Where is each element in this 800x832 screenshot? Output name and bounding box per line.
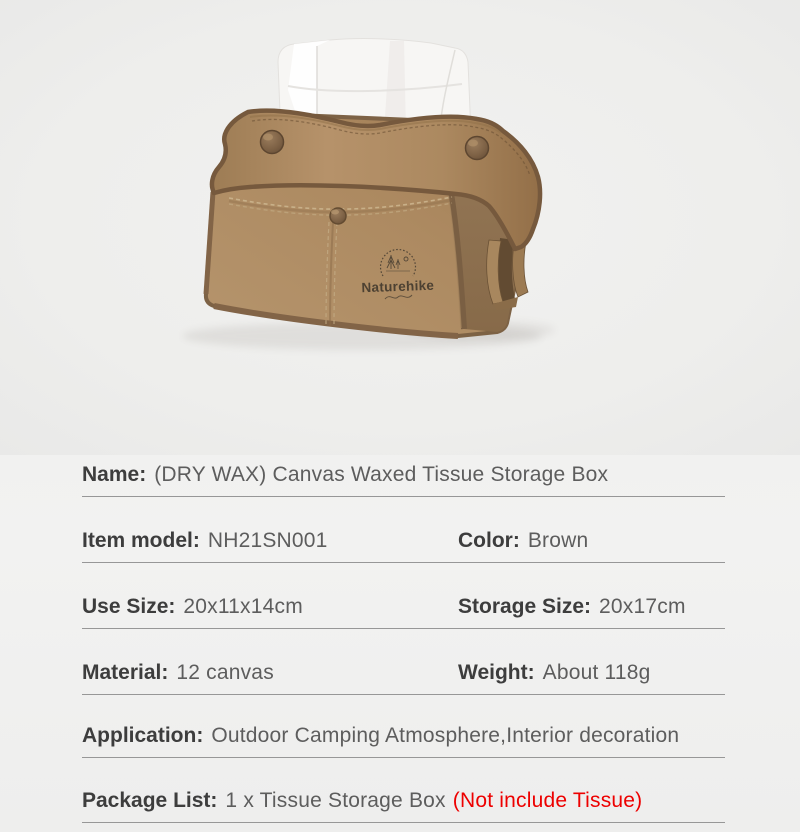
snap-button-center [330,208,346,224]
spec-table [0,455,800,823]
spec-cell [458,595,686,619]
snap-button-left [261,131,284,154]
spec-label: Name: [82,463,147,486]
spec-row-size [82,563,725,629]
spec-label: Storage Size: [458,595,592,618]
spec-value: NH21SN001 [207,529,328,552]
spec-value: 1 x Tissue Storage Box [225,789,446,812]
spec-value: About 118g [542,661,651,684]
spec-cell [82,661,458,685]
spec-value-highlight: (Not include Tissue) [452,789,643,812]
spec-label: Package List: [82,789,218,812]
spec-cell [458,661,650,685]
spec-row-material-weight [82,629,725,695]
spec-cell [458,529,588,553]
spec-value: Outdoor Camping Atmosphere,Interior decoration [211,724,680,747]
spec-cell [82,789,642,813]
spec-value: 20x11x14cm [183,595,303,618]
spec-row-name [82,455,725,497]
spec-value: 20x17cm [599,595,686,618]
spec-label: Color: [458,529,520,552]
spec-cell [82,724,679,748]
spec-label: Weight: [458,661,535,684]
spec-label: Use Size: [82,595,176,618]
spec-label: Item model: [82,529,200,552]
spec-cell [82,463,608,487]
spec-cell [82,529,458,553]
spec-value: (DRY WAX) Canvas Waxed Tissue Storage Box [154,463,609,486]
snap-button-right [466,137,489,160]
spec-value: Brown [527,529,589,552]
spec-row-application [82,695,725,758]
brand-logo-text: Naturehike [361,277,435,296]
spec-cell [82,595,458,619]
spec-value: 12 canvas [176,661,274,684]
spec-label: Application: [82,724,204,747]
spec-row-model-color [82,497,725,563]
spec-label: Material: [82,661,169,684]
spec-row-package-list [82,758,725,823]
